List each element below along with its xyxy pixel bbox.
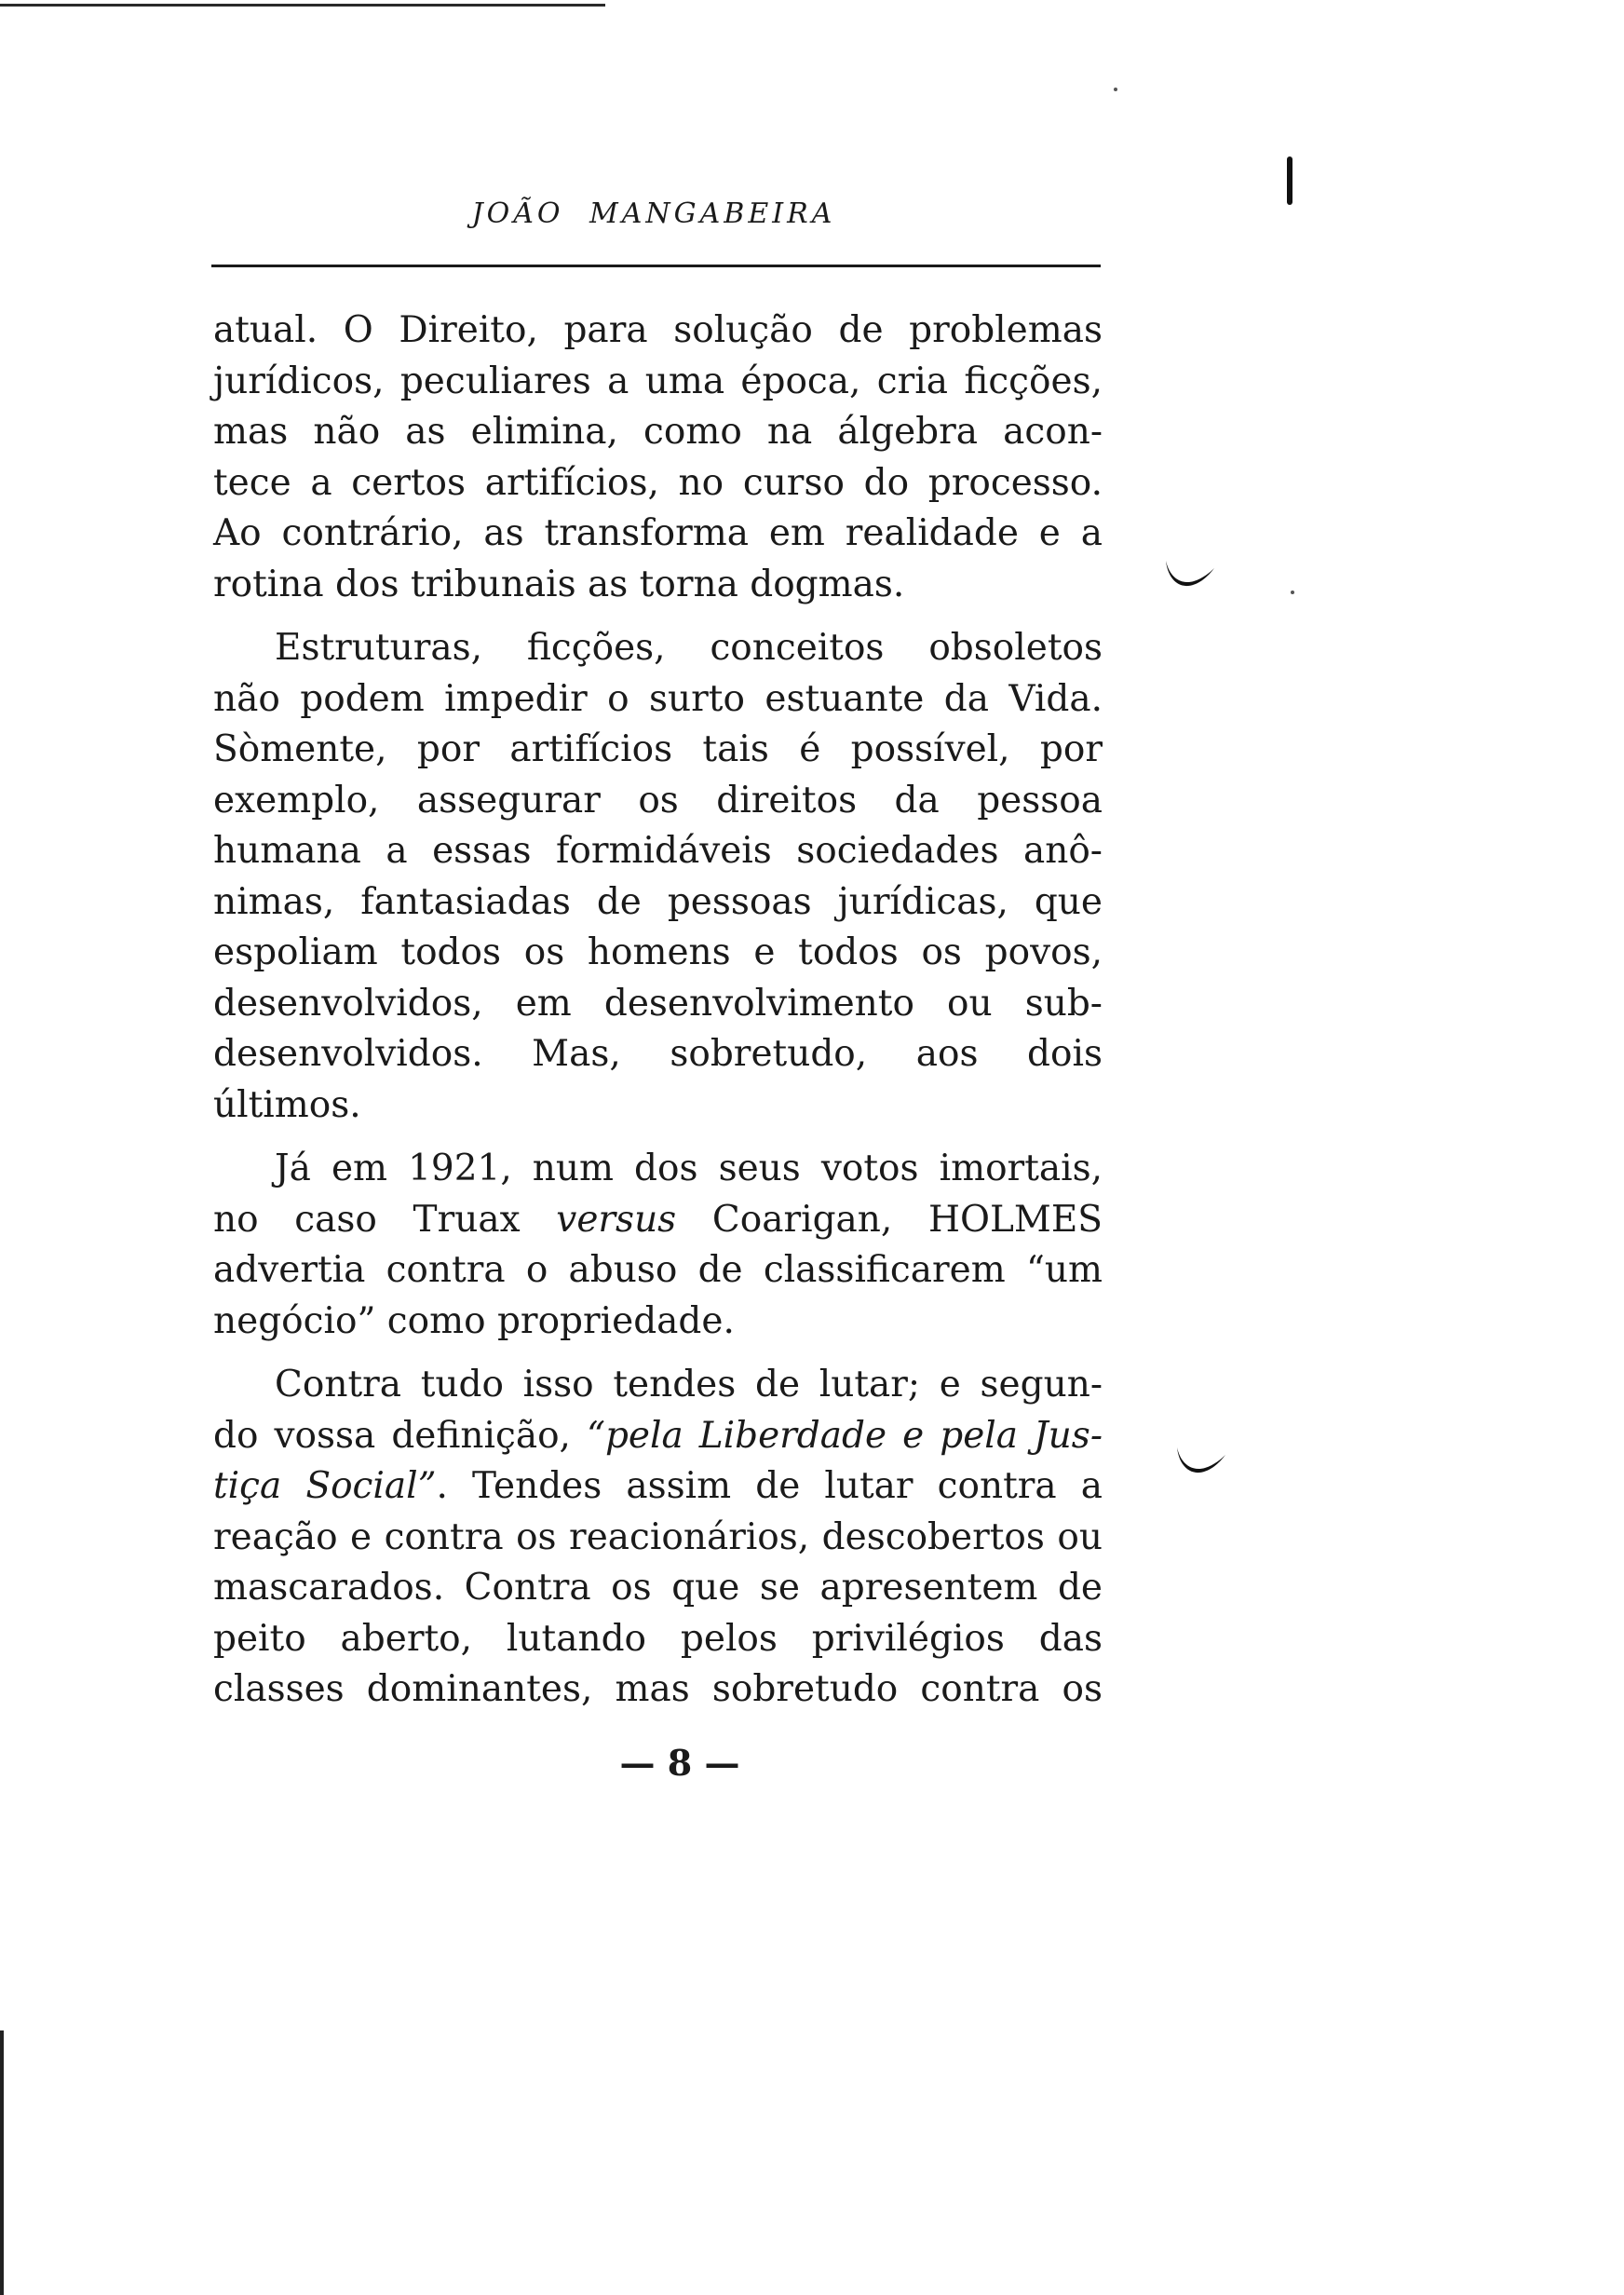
dust-speck [1291,591,1294,594]
text-line-with-italic [213,1195,1103,1246]
text-line-with-italic [213,1411,1103,1462]
text-line: mas não as elimina, como na álgebra acon- [213,411,1103,453]
text-line: negócio” como propriedade. [213,1299,735,1342]
text-line-with-italic [213,1461,1103,1513]
scan-edge-shadow [0,2030,4,2295]
text-line: advertia contra o abuso de classificarem “um [213,1249,1103,1291]
binding-hook-mark [1162,557,1218,591]
text-line: Já em 1921, num dos seus votos imortais, [275,1148,1103,1189]
text-line: tece a certos artifícios, no curso do processo. [213,461,1103,504]
text-run: no caso Truax [213,1198,521,1241]
running-head-author: JOÃO MANGABEIRA [471,197,836,230]
text-line: jurídicos, peculiares a uma época, cria ficções, [213,360,1103,402]
text-run: . Tendes assim de lutar contra a [436,1465,1103,1507]
text-line: reação e contra os reacionários, descobertos ou [213,1515,1103,1558]
body-text [213,306,1103,1716]
text-run: do vossa definição, [213,1414,571,1457]
text-line: Contra tudo isso tendes de lutar; e segun- [275,1364,1103,1406]
header-rule [211,265,1101,267]
text-run: Coarigan, HOLMES [711,1198,1103,1241]
text-line: nimas, fantasiadas de pessoas jurídicas, que [213,880,1103,923]
italic-term: versus [556,1198,677,1241]
text-line: atual. O Direito, para solução de problemas [213,309,1103,351]
paragraph-3 [213,1144,1103,1347]
text-line: peito aberto, lutando pelos privilégios das [213,1617,1103,1660]
paragraph-2 [213,623,1103,1131]
text-line: Sòmente, por artifícios tais é possível, por [213,728,1103,770]
binding-hook-mark [1173,1444,1229,1477]
dust-speck [1114,88,1117,91]
paragraph-1 [213,306,1103,610]
paragraph-4 [213,1360,1103,1716]
text-line: espoliam todos os homens e todos os povos, [213,931,1103,973]
text-line: exemplo, assegurar os direitos da pessoa [213,779,1103,822]
scan-border-line [0,4,605,7]
text-line: Ao contrário, as transforma em realidade e a [213,512,1103,554]
text-line: rotina dos tribunais as torna dogmas. [213,563,905,605]
text-line: Estruturas, ficções, conceitos obsoletos [275,627,1103,669]
text-line: desenvolvidos, em desenvolvimento ou sub- [213,982,1103,1025]
ink-mark [1287,156,1292,205]
text-line: humana a essas formidáveis sociedades anô- [213,830,1103,872]
text-line: mascarados. Contra os que se apresentem de [213,1567,1103,1609]
page-number: — 8 — [619,1742,740,1784]
text-line: não podem impedir o surto estuante da Vida. [213,677,1103,720]
text-line: últimos. [213,1083,361,1126]
text-line: classes dominantes, mas sobretudo contra os [213,1668,1103,1710]
text-line: desenvolvidos. Mas, sobretudo, aos dois [213,1033,1103,1075]
italic-quote: tiça Social” [213,1465,437,1507]
italic-quote: “pela Liberdade e pela Jus- [587,1414,1103,1457]
